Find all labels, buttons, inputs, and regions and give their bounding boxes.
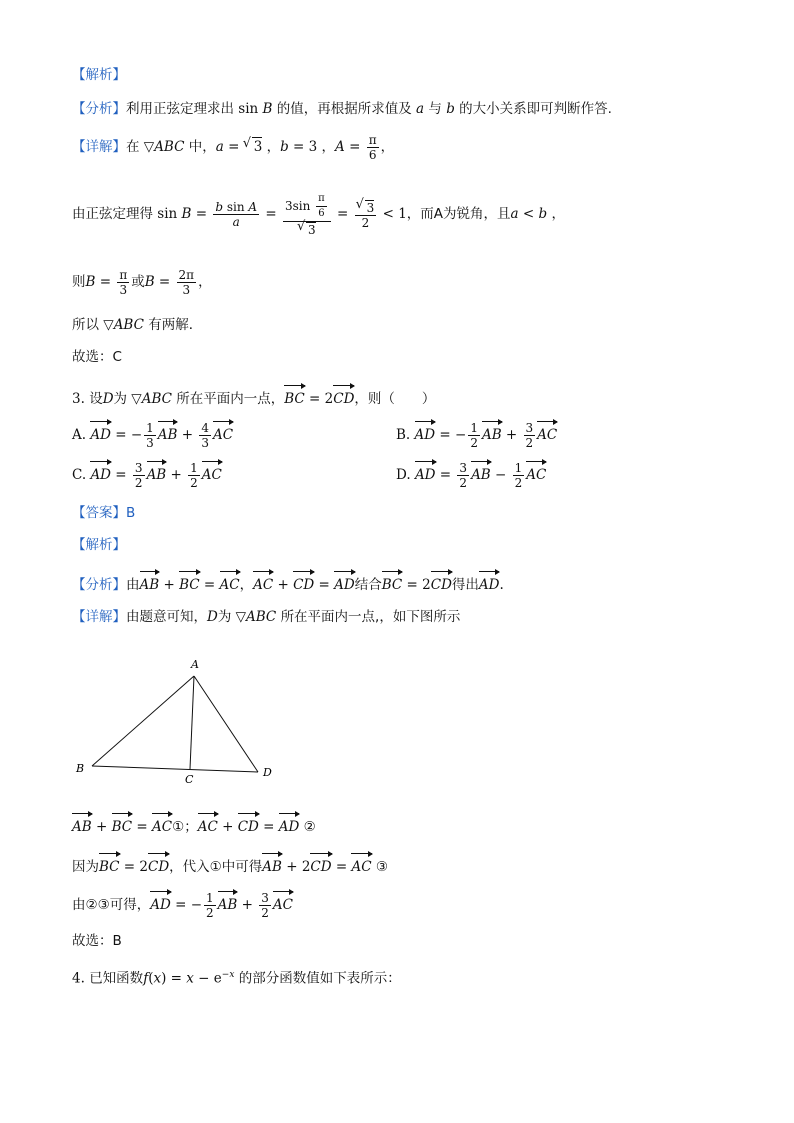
q3-step-2: 因为BC = 2CD，代入①中可得AB + 2CD = AC ③: [72, 852, 388, 876]
segment-ac: [190, 676, 194, 769]
q2-jiexi-label: 【解析】: [72, 67, 126, 83]
q2-detail: 【详解】在 ▽ABC 中，a = √ 3 ，b = 3 ，A = $\frac{\pi}{6}$ ，: [72, 133, 394, 162]
segment-ad: [194, 676, 258, 772]
q2-jiexi-heading: [72, 66, 126, 84]
q3-step-3: 由②③可得，AD = − $\frac{1}{2}$ AB + $\frac{3}{2}$ AC: [72, 891, 293, 920]
segment-ba: [92, 676, 194, 766]
segment-bd: [92, 766, 258, 772]
q2-sine-law: 由正弦定理得 sin B = $\frac{\text{b sin A}}{a}$ = 3sin $\frac{\pi}{6}$ √ 3 = √ $\frac{3}{2}$ < 1，而A为锐角，且a < b ，: [72, 192, 565, 237]
q3-option-d: D. AD = $\frac{3}{2}$ AB − $\frac{1}{2}$ AC: [396, 461, 547, 490]
point-label-b: B: [76, 762, 85, 775]
q3-option-c: C. AD = $\frac{3}{2}$ AB + $\frac{1}{2}$ AC: [72, 461, 222, 490]
q2-analysis: 【分析】利用正弦定理求出 sin B 的值，再根据所求值及 a 与 b 的大小关系即可判断作答.: [72, 101, 612, 117]
point-label-a: A: [191, 658, 199, 671]
q3-option-b: B. AD = − $\frac{1}{2}$ AB + $\frac{3}{2}$ AC: [396, 421, 558, 450]
q3-stem: 3. 设D为 ▽ABC 所在平面内一点，BC = 2CD，则（ ）: [72, 384, 435, 408]
q2-choice: 故选：C: [72, 349, 122, 365]
q3-jiexi-heading: 【解析】: [72, 537, 126, 553]
q4-stem: 4. 已知函数$f(x) = x - e^{-x}$ 的部分函数值如下表所示：: [72, 970, 401, 987]
q3-detail: 【详解】由题意可知，D为 ▽ABC 所在平面内一点,，如下图所示: [72, 609, 461, 625]
triangle-figure: [70, 652, 290, 792]
q2-result: 则B = $\frac{\pi}{3}$ 或B = $\frac{2\pi}{3}$ ，: [72, 268, 212, 297]
q3-answer: 【答案】B: [72, 505, 136, 521]
point-label-d: D: [263, 766, 272, 779]
q3-option-a: A. AD = − $\frac{1}{3}$ AB + $\frac{4}{3}$ AC: [72, 421, 234, 450]
q3-analysis: 【分析】由AB + BC = AC，AC + CD = AD结合BC = 2CD得出AD.: [72, 570, 504, 594]
q3-step-1: AB + BC = AC①；AC + CD = AD ②: [72, 812, 316, 836]
point-label-c: C: [185, 773, 194, 786]
q3-choice: 故选：B: [72, 933, 122, 949]
q2-conclusion: 所以 ▽ABC 有两解．: [72, 317, 203, 333]
